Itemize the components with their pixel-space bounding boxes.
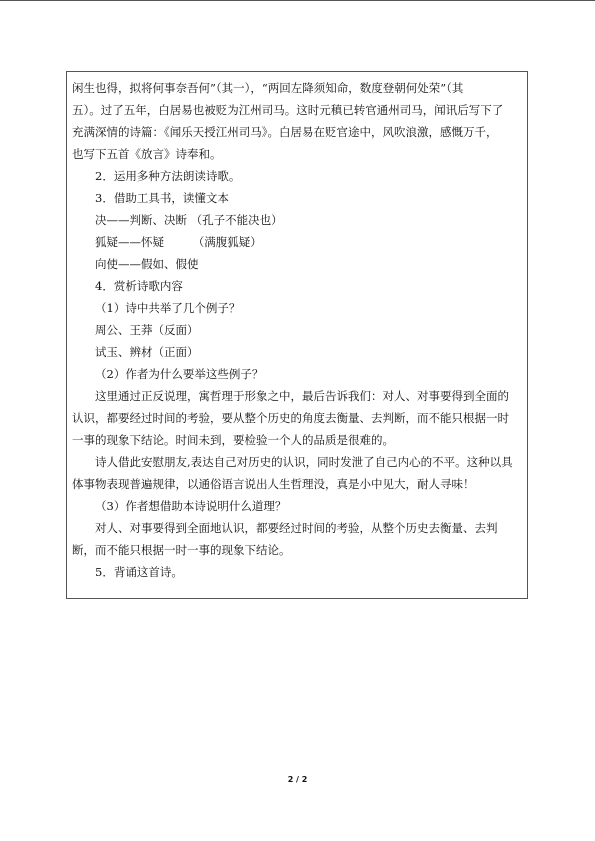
step-heading: 4．赏析诗歌内容 — [95, 279, 183, 293]
step-heading: 2．运用多种方法朗读诗歌。 — [95, 169, 241, 183]
vocab-item: 狐疑——怀疑 （满腹狐疑） — [95, 235, 262, 249]
page-number: 2 / 2 — [287, 775, 308, 784]
paragraph-line: 充满深情的诗篇：《闻乐天授江州司马》。白居易在贬官途中，风吹浪激，感慨万千， — [72, 125, 498, 139]
paragraph-line: 断，而不能只根据一时一事的现象下结论。 — [72, 543, 291, 557]
answer-line: 试玉、辨材（正面） — [95, 345, 199, 359]
paragraph-line: 对人、对事要得到全面地认识，都要经过时间的考验，从整个历史去衡量、去判 — [95, 521, 498, 535]
step-heading: 5．背诵这首诗。 — [95, 565, 183, 579]
question-line: （3）作者想借助本诗说明什么道理？ — [95, 499, 287, 513]
paragraph-line: 诗人借此安慰朋友,表达自己对历史的认识，同时发泄了自己内心的不平。这种以具 — [95, 455, 513, 469]
question-line: （2）作者为什么要举这些例子？ — [95, 367, 264, 381]
paragraph-line: 也写下五首《放言》诗奉和。 — [72, 147, 222, 161]
paragraph-line: 认识，都要经过时间的考验，要从整个历史的角度去衡量、去判断，而不能只根据一时 — [72, 411, 509, 425]
paragraph-line: 一事的现象下结论。时间未到，要检验一个人的品质是很难的。 — [72, 433, 394, 447]
answer-line: 周公、王莽（反面） — [95, 323, 199, 337]
paragraph-line: 五）。过了五年，白居易也被贬为江州司马。这时元稹已转官通州司马，闻讯后写下了 — [72, 103, 504, 117]
content-table-cell — [66, 71, 528, 599]
paragraph-line: 这里通过正反说理，寓哲理于形象之中，最后告诉我们：对人、对事要得到全面的 — [95, 389, 509, 403]
paragraph-line: 闲生也得，拟将何事奈吾何”（其一），“两回左降须知命，数度登朝何处荣”（其 — [72, 81, 464, 95]
paragraph-line: 体事物表现普遍规律，以通俗语言说出人生哲理没，真是小中见大，耐人寻味！ — [72, 477, 475, 491]
step-heading: 3．借助工具书，读懂文本 — [95, 191, 229, 205]
vocab-item: 决——判断、决断 （孔子不能决也） — [95, 213, 283, 227]
top-rule — [0, 0, 595, 1]
question-line: （1）诗中共举了几个例子？ — [95, 301, 241, 315]
vocab-item: 向使——假如、假使 — [95, 257, 199, 271]
